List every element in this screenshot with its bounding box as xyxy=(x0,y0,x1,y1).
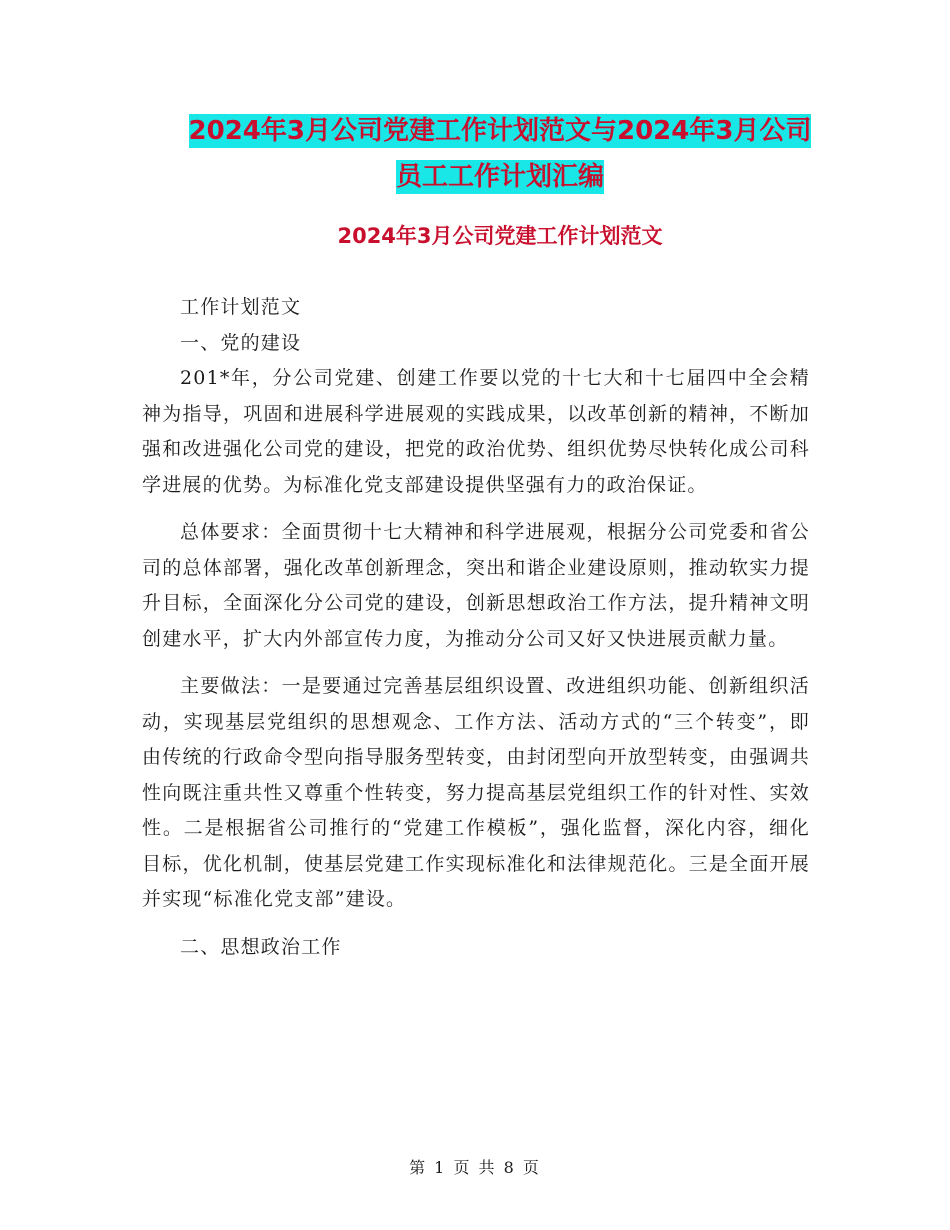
section-title: 2024年3月公司党建工作计划范文 xyxy=(337,224,663,248)
title-line-1: 2024年3月公司党建工作计划范文与2024年3月公司 xyxy=(188,116,812,146)
page-footer: 第 1 页 共 8 页 xyxy=(409,1158,541,1177)
paragraph-general-requirements: 总体要求：全面贯彻十七大精神和科学进展观，根据分公司党委和省公司的总体部署，强化改革创新理念，突出和谐企业建设原则，推动软实力提升目标，全面深化分公司党的建设，创新思想政治工作方法，提升精神文明创建水平，扩大内外部宣传力度，为推动分公司又好又快进展贡献力量。 xyxy=(142,521,810,650)
paragraph-heading-plan: 工作计划范文 xyxy=(180,296,302,318)
title-line-2: 员工工作计划汇编 xyxy=(395,162,604,192)
document-body xyxy=(142,290,810,965)
document-title xyxy=(140,108,860,200)
paragraph-main-methods: 主要做法：一是要通过完善基层组织设置、改进组织功能、创新组织活动，实现基层党组织的思想观念、工作方法、活动方式的“三个转变”，即由传统的行政命令型向指导服务型转变，由封闭型向开放型转变，由强调共性向既注重共性又尊重个性转变，努力提高基层党组织工作的针对性、实效性。二是根据省公司推行的“党建工作模板”，强化监督，深化内容，细化目标，优化机制，使基层党建工作实现标准化和法律规范化。三是全面开展并实现“标准化党支部”建设。 xyxy=(142,675,810,910)
paragraph-heading-party-building: 一、党的建设 xyxy=(180,331,302,354)
paragraph-intro: 201*年，分公司党建、创建工作要以党的十七大和十七届四中全会精神为指导，巩固和进展科学进展观的实践成果，以改革创新的精神，不断加强和改进强化公司党的建设，把党的政治优势、组织优势尽快转化成公司科学进展的优势。为标准化党支部建设提供坚强有力的政治保证。 xyxy=(142,367,810,496)
paragraph-heading-ideological-work: 二、思想政治工作 xyxy=(180,935,342,958)
